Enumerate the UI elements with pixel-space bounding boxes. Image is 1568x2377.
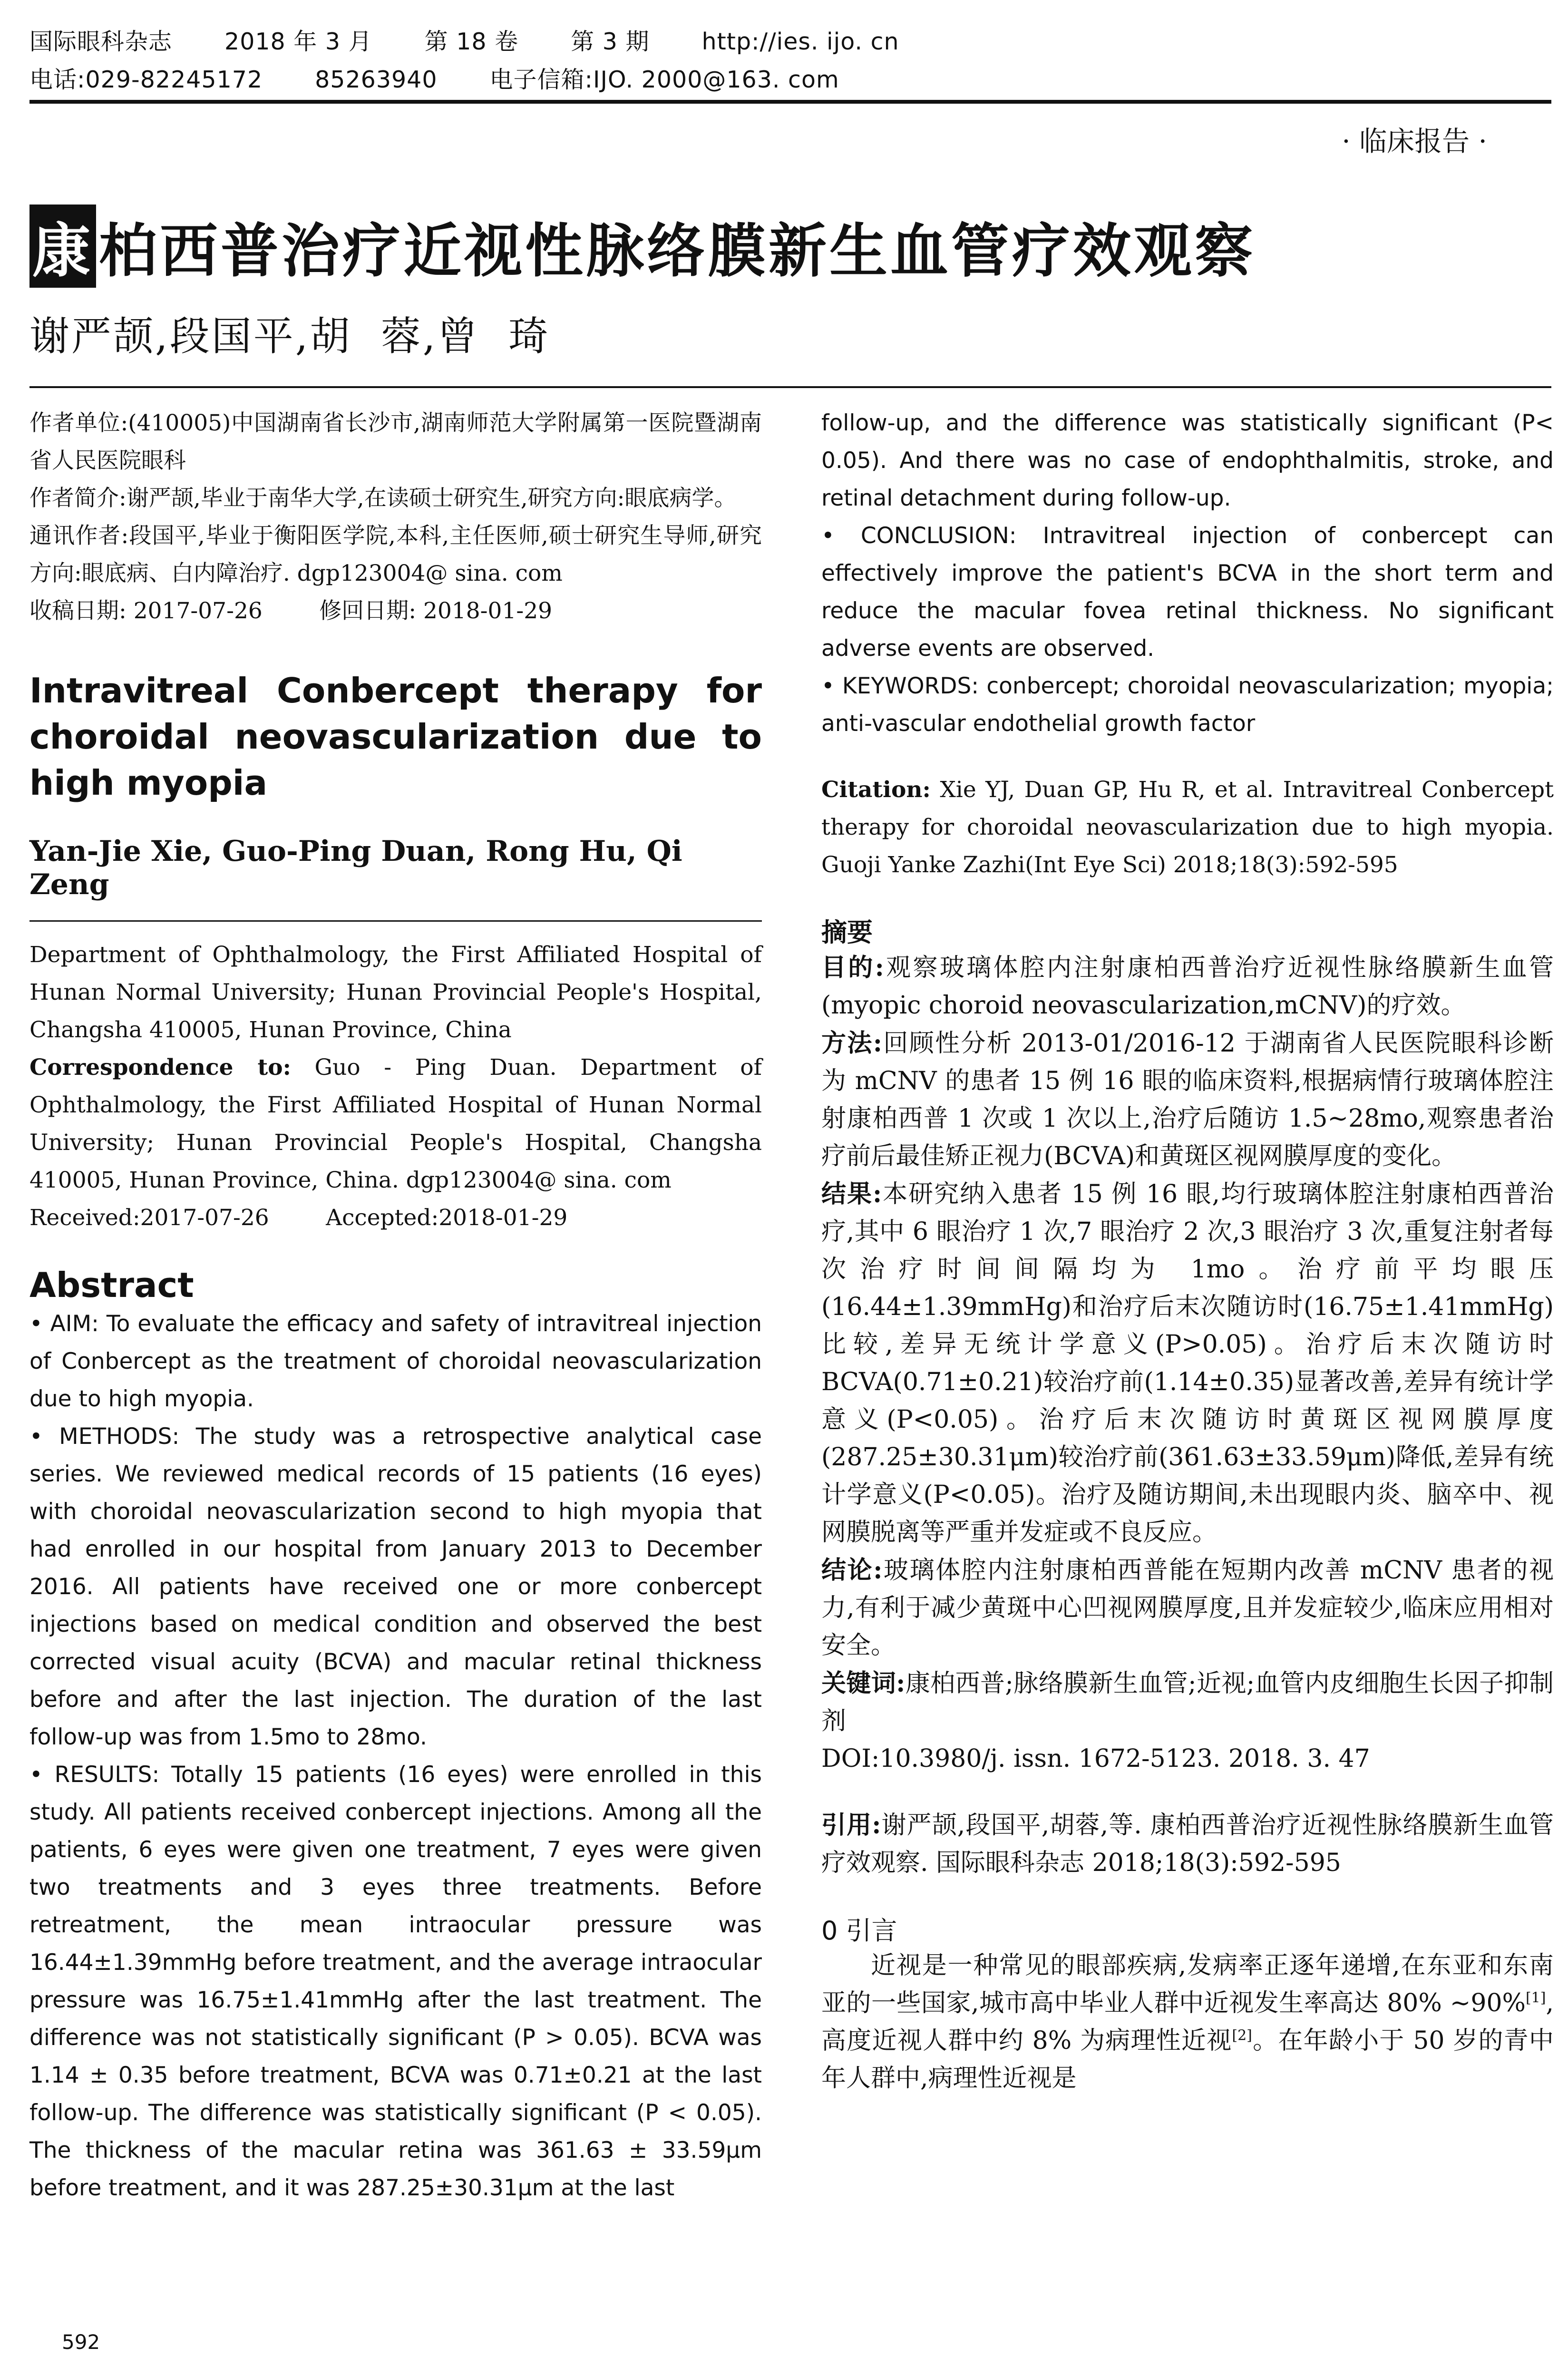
citation-en xyxy=(821,771,1554,884)
phone: 电话:029-82245172 xyxy=(29,66,263,93)
keywords-cn-text: 康柏西普;脉络膜新生血管;近视;血管内皮细胞生长因子抑制剂 xyxy=(821,1669,1554,1735)
conclusion-cn-text: 玻璃体腔内注射康柏西普能在短期内改善 mCNV 患者的视力,有利于减少黄斑中心凹视网膜厚度,且并发症较少,临床应用相对安全。 xyxy=(821,1556,1554,1660)
keywords-text: conbercept; choroidal neovascularization; myopia; anti-vascular endothelial growth factor xyxy=(821,673,1554,737)
header-line-1 xyxy=(29,23,1551,61)
reference-2[interactable]: [2] xyxy=(1232,2027,1252,2044)
correspondence-text: Guo - Ping Duan. Department of Ophthalmology, the First Affiliated Hospital of Hunan Normal University; Hunan Provincial People's Hospital, Changsha 410005, Hunan Province, China. dgp123004@ sina. com xyxy=(29,1054,762,1193)
header-rule xyxy=(29,100,1551,104)
english-authors: Yan-Jie Xie, Guo-Ping Duan, Rong Hu, Qi Zeng xyxy=(29,835,682,901)
reference-1[interactable]: [1] xyxy=(1525,1989,1546,2007)
journal-url[interactable]: http://ies. ijo. cn xyxy=(701,28,899,55)
aim-text: To evaluate the efficacy and safety of intravitreal injection of Conbercept as the treatment of choroidal neovascularization due to high myopia. xyxy=(29,1311,762,1412)
abstract-keywords xyxy=(821,667,1554,742)
citation-text: Xie YJ, Duan GP, Hu R, et al. Intravitreal Conbercept therapy for choroidal neovascularization due to high myopia. Guoji Yanke Zazhi(Int Eye Sci) 2018;18(3):592-595 xyxy=(821,777,1554,878)
intro-text-1: 近视是一种常见的眼部疾病,发病率正逐年递增,在东亚和东南亚的一些国家,城市高中毕业人群中近视发生率高达 80% ~90% xyxy=(821,1951,1554,2017)
correspondence-label: Correspondence to: xyxy=(29,1054,291,1081)
keywords-label: • KEYWORDS: xyxy=(821,673,979,699)
abstract-results-continued: follow-up, and the difference was statistically significant (P< 0.05). And there was no case of endophthalmitis, stroke, and retinal detachment during follow-up. xyxy=(821,410,1554,511)
department-en: Department of Ophthalmology, the First Affiliated Hospital of Hunan Normal University; Hunan Provincial People's Hospital, Changsha 410005, Hunan Province, China xyxy=(29,942,762,1043)
received-en: Received:2017-07-26 Accepted:2018-01-29 xyxy=(29,1205,568,1231)
abstract-cn-heading: 摘要 xyxy=(821,917,873,947)
issue-date: 2018 年 3 月 xyxy=(224,28,372,55)
abstract-cn-results xyxy=(821,1175,1554,1551)
abstract-cn-aim xyxy=(821,949,1554,1024)
title-text: 柏西普治疗近视性脉络膜新生血管疗效观察 xyxy=(99,217,1256,285)
intro-heading: 0 引言 xyxy=(821,1916,897,1946)
citation-cn xyxy=(821,1806,1554,1882)
methods-cn-label: 方法: xyxy=(821,1029,882,1058)
authors-chinese: 谢严颉,段国平,胡 蓉,曾 琦 xyxy=(29,313,550,360)
corresponding-author: 通讯作者:段国平,毕业于衡阳医学院,本科,主任医师,硕士研究生导师,研究方向:眼底病、白内障治疗. dgp123004@ sina. com xyxy=(29,523,762,586)
results-text: Totally 15 patients (16 eyes) were enrolled in this study. All patients received conbercept injections. Among all the patients, 6 eyes were given one treatment, 7 eyes were given two treatments and 3 eyes three treatments. Before retreatment, the mean intraocular pressure was 16.44±1.39mmHg before treatment, and the average intraocular pressure was 16.75±1.41mmHg after the last treatment. The difference was not statistically significant (P > 0.05). BCVA was 1.14 ± 0.35 before treatment, BCVA was 0.71±0.21 at the last follow-up. The difference was statistically significant (P < 0.05). The thickness of the macular retina was 361.63 ± 33.59μm before treatment, and it was 287.25±30.31μm at the last xyxy=(29,1762,762,2201)
header-line-2 xyxy=(29,61,1551,99)
issue-number: 第 3 期 xyxy=(571,28,650,55)
correspondence-en xyxy=(29,1049,762,1199)
received-dates-cn: 收稿日期: 2017-07-26 修回日期: 2018-01-29 xyxy=(29,598,553,624)
intro-text-3: 。在年龄小于 50 岁的青中年人群中,病理性近视是 xyxy=(821,2026,1554,2093)
volume: 第 18 卷 xyxy=(424,28,519,55)
title-first-char: 康 xyxy=(29,205,96,288)
right-column xyxy=(821,404,1554,2097)
journal-name: 国际眼科杂志 xyxy=(29,28,173,55)
intro-paragraph xyxy=(821,1947,1554,2097)
page-number: 592 xyxy=(62,2330,100,2354)
methods-cn-text: 回顾性分析 2013-01/2016-12 于湖南省人民医院眼科诊断为 mCNV 的患者 15 例 16 眼的临床资料,根据病情行玻璃体腔注射康柏西普 1 次或 1 次以上,治疗后随访 1.5~28mo,观察患者治疗前后最佳矫正视力(BCVA)和黄斑区视网膜厚度的变化。 xyxy=(821,1029,1554,1170)
conclusion-text: Intravitreal injection of conbercept can effectively improve the patient's BCVA in the short term and reduce the macular fovea retinal thickness. No significant adverse events are observed. xyxy=(821,523,1554,662)
left-column xyxy=(29,404,762,2207)
abstract-conclusion xyxy=(821,517,1554,667)
abstract-aim xyxy=(29,1305,762,1418)
results-label: • RESULTS: xyxy=(29,1762,160,1788)
author-bio: 作者简介:谢严颉,毕业于南华大学,在读硕士研究生,研究方向:眼底病学。 xyxy=(29,485,737,511)
conclusion-label: • CONCLUSION: xyxy=(821,523,1017,549)
abstract-cn-conclusion xyxy=(821,1551,1554,1665)
results-cn-label: 结果: xyxy=(821,1179,882,1208)
journal-header xyxy=(29,23,1551,99)
doi[interactable]: DOI:10.3980/j. issn. 1672-5123. 2018. 3. 47 xyxy=(821,1744,1370,1773)
abstract-methods xyxy=(29,1418,762,1756)
results-cn-text: 本研究纳入患者 15 例 16 眼,均行玻璃体腔注射康柏西普治疗,其中 6 眼治疗 1 次,7 眼治疗 2 次,3 眼治疗 3 次,重复注射者每次治疗时间间隔均为 1mo。治疗前平均眼压(16.44±1.39mmHg)和治疗后末次随访时(16.75±1.41mmHg)比较,差异无统计学意义(P>0.05)。治疗后末次随访时 BCVA(0.71±0.21)较治疗前(1.14±0.35)显著改善,差异有统计学意义(P<0.05)。治疗后末次随访时黄斑区视网膜厚度(287.25±30.31μm)较治疗前(361.63±33.59μm)降低,差异有统计学意义(P<0.05)。治疗及随访期间,未出现眼内炎、脑卒中、视网膜脱离等严重并发症或不良反应。 xyxy=(821,1180,1554,1547)
section-label: · 临床报告 · xyxy=(1342,125,1487,157)
article-title xyxy=(29,205,1256,288)
abstract-heading: Abstract xyxy=(29,1265,194,1305)
methods-text: The study was a retrospective analytical case series. We reviewed medical records of 15 patients (16 eyes) with choroidal neovascularization second to high myopia that had enrolled in our hospital from January 2013 to December 2016. All patients have received one or more conbercept injections based on medical condition and observed the best corrected visual acuity (BCVA) and macular retinal thickness before and after the last injection. The duration of the last follow-up was from 1.5mo to 28mo. xyxy=(29,1423,762,1750)
aim-cn-label: 目的: xyxy=(821,953,884,982)
conclusion-cn-label: 结论: xyxy=(821,1556,883,1585)
abstract-results xyxy=(29,1756,762,2207)
citation-label: Citation: xyxy=(821,777,931,803)
phone-2: 85263940 xyxy=(315,66,438,93)
abstract-cn-methods xyxy=(821,1024,1554,1175)
citation-cn-text: 谢严颉,段国平,胡蓉,等. 康柏西普治疗近视性脉络膜新生血管疗效观察. 国际眼科杂志 2018;18(3):592-595 xyxy=(821,1811,1554,1877)
english-title: Intravitreal Conbercept therapy for choroidal neovascularization due to high myopia xyxy=(29,671,762,803)
citation-cn-label: 引用: xyxy=(821,1811,881,1840)
affiliation-unit: 作者单位:(410005)中国湖南省长沙市,湖南师范大学附属第一医院暨湖南省人民医院眼科 xyxy=(29,410,762,474)
methods-label: • METHODS: xyxy=(29,1423,180,1450)
intro-text-2: ,高度近视人群中约 8% 为病理性近视 xyxy=(821,1989,1554,2055)
aim-cn-text: 观察玻璃体腔内注射康柏西普治疗近视性脉络膜新生血管(myopic choroid neovascularization,mCNV)的疗效。 xyxy=(821,954,1554,1020)
abstract-cn-keywords xyxy=(821,1665,1554,1740)
email[interactable]: 电子信箱:IJO. 2000@163. com xyxy=(489,66,839,93)
title-rule xyxy=(29,386,1551,388)
aim-label: • AIM: xyxy=(29,1311,99,1337)
keywords-cn-label: 关键词: xyxy=(821,1669,906,1698)
